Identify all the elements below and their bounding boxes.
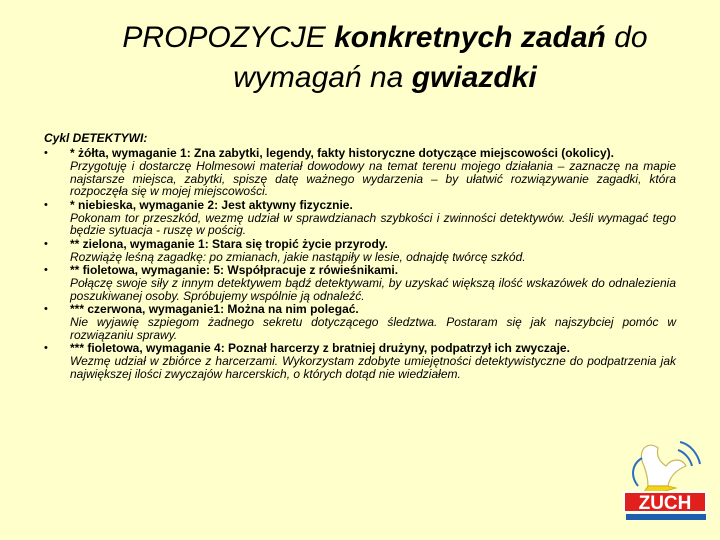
- item-heading: ** fioletowa, wymaganie: 5: Współpracuje z rówieśnikami.: [70, 262, 399, 277]
- zuch-logo: [614, 436, 710, 528]
- bullet: •: [44, 302, 48, 315]
- list-item: [44, 342, 676, 380]
- item-heading: ** zielona, wymaganie 1: Stara się tropić życie przyrody.: [70, 236, 388, 251]
- title-part-3: do wymagań na: [233, 21, 648, 94]
- bullet: •: [44, 263, 48, 276]
- requirements-list: [44, 147, 676, 381]
- bullet: •: [44, 198, 48, 211]
- bullet: •: [44, 147, 48, 159]
- item-description: Przygotuję i dostarczę Holmesowi materiał dowodowy na temat terenu mojego działania – zaznaczę na mapie najstarsze miejsca, zabytki, spiszę datę ważnego wydarzenia – by ułatwić rozwiązywanie zagadki, która rozpoczęła się w mojej miejscowości.: [70, 158, 676, 199]
- item-heading: *** fioletowa, wymaganie 4: Poznał harcerzy z bratniej drużyny, podpatrzył ich zwyczaje.: [70, 340, 570, 355]
- bullet: •: [44, 237, 48, 250]
- slide-title: [60, 18, 710, 98]
- list-item: [44, 264, 676, 302]
- list-item: [44, 303, 676, 341]
- item-description: Nie wyjawię szpiegom żadnego sekretu dotyczącego śledztwa. Postaram się jak najszybciej pomóc w rozwiązaniu sprawy.: [70, 314, 676, 342]
- item-heading: *** czerwona, wymaganie1: Można na nim polegać.: [70, 301, 359, 316]
- title-part-1: PROPOZYCJE: [122, 21, 335, 54]
- logo-text: ZUCH: [638, 493, 692, 514]
- title-part-4: gwiazdki: [411, 61, 537, 94]
- list-item: [44, 147, 676, 198]
- cycle-label: Cykl DETEKTYWI:: [44, 131, 148, 145]
- title-part-2: konkretnych zadań: [334, 21, 606, 54]
- item-description: Pokonam tor przeszkód, wezmę udział w sprawdzianach szybkości i zwinności detektywów. Jeśli wymagać tego będzie sytuacja - ruszę w pościg.: [70, 210, 676, 238]
- item-heading: * niebieska, wymaganie 2: Jest aktywny fizycznie.: [70, 197, 353, 212]
- list-item: [44, 199, 676, 237]
- list-item: [44, 238, 676, 264]
- item-heading: * żółta, wymaganie 1: Zna zabytki, legendy, fakty historyczne dotyczące miejscowości (okolicy).: [70, 146, 614, 160]
- item-description: Połączę swoje siły z innym detektywem bądź detektywami, by uzyskać większą ilość wskazówek do odnalezienia poszukiwanej osoby. Spróbujemy wspólnie ją odnaleźć.: [70, 275, 676, 303]
- item-description: Rozwiążę leśną zagadkę: po zmianach, jakie nastąpiły w lesie, odnajdę twórcę szkód.: [70, 249, 526, 264]
- bullet: •: [44, 341, 48, 354]
- item-description: Wezmę udział w zbiórce z harcerzami. Wykorzystam zdobyte umiejętności detektywistyczne do podpatrzenia jak największej ilości zwyczajów harcerskich, o których dotąd nie wiedziałem.: [70, 353, 676, 381]
